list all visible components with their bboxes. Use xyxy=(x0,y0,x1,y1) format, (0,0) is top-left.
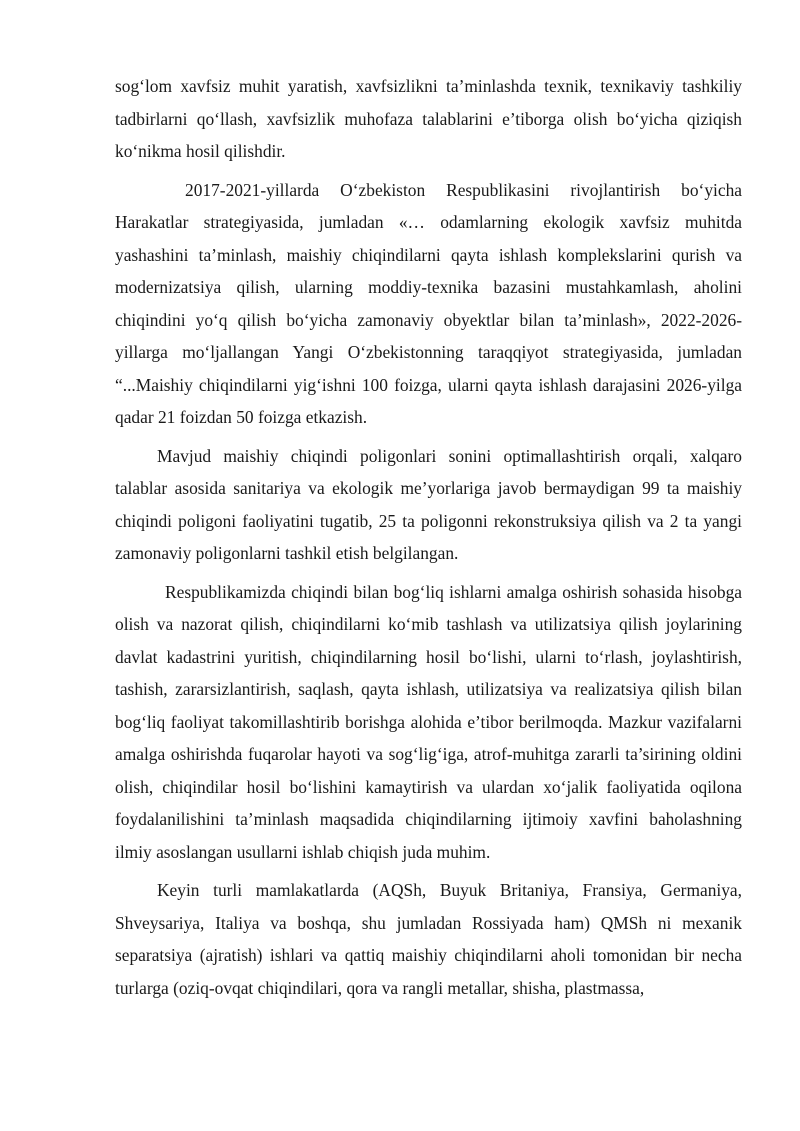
document-page xyxy=(115,70,742,1010)
paragraph-foreign-experience: Keyin turli mamlakatlarda (AQSh, Buyuk Britaniya, Fransiya, Germaniya, Shveysariya, Italiya va boshqa, shu jumladan Rossiyada ham) QMSh ni mexanik separatsiya (ajratish) ishlari va qattiq maishiy chiqindilarni aholi tomonidan bir necha turlarga (oziq-ovqat chiqindilari, qora va rangli metallar, shisha, plastmassa, xyxy=(115,880,742,998)
paragraph-continuation: sog‘lom xavfsiz muhit yaratish, xavfsizlikni ta’minlashda texnik, texnikaviy tashkiliy tadbirlarni qo‘llash, xavfsizlik muhofaza talablarini e’tiborga olish bo‘yicha qiziqish ko‘nikma hosil qilishdir. xyxy=(115,76,742,161)
paragraph-strategy: 2017-2021-yillarda O‘zbekiston Respublikasini rivojlantirish bo‘yicha Harakatlar strategiyasida, jumladan «… odamlarning ekologik xavfsiz muhitda yashashini ta’minlash, maishiy chiqindilarni qayta ishlash komplekslarini qurish va modernizatsiya qilish, ularning moddiy-texnika bazasini mustahkamlash, aholini chiqindini yo‘q qilish bo‘yicha zamonaviy obyektlar bilan ta’minlash», 2022-2026-yillarga mo‘ljallangan Yangi O‘zbekistonning taraqqiyot strategiyasida, jumladan “...Maishiy chiqindilarni yig‘ishni 100 foizga, ularni qayta ishlash darajasini 2026-yilga qadar 21 foizdan 50 foizga etkazish. xyxy=(115,179,742,427)
paragraph-waste-management: Respublikamizda chiqindi bilan bog‘liq ishlarni amalga oshirish sohasida hisobga olish va nazorat qilish, chiqindilarni ko‘mib tashlash va utilizatsiya qilish joylarining davlat kadastrini yuritish, chiqindilarning hosil bo‘lishi, ularni to‘rlash, joylashtirish, tashish, zararsizlantirish, saqlash, qayta ishlash, utilizatsiya va realizatsiya qilish bilan bog‘liq faoliyat takomillashtirib borishga alohida e’tibor berilmoqda. Mazkur vazifalarni amalga oshirishda fuqarolar hayoti va sog‘lig‘iga, atrof-muhitga zararli ta’sirining oldini olish, chiqindilar hosil bo‘lishini kamaytirish va ulardan xo‘jalik faoliyatida oqilona foydalanilishini ta’minlash maqsadida chiqindilarning ijtimoiy xavfini baholashning ilmiy asoslangan usullarni ishlab chiqish juda muhim. xyxy=(115,581,742,862)
paragraph-landfills: Mavjud maishiy chiqindi poligonlari sonini optimallashtirish orqali, xalqaro talablar asosida sanitariya va ekologik me’yorlariga javob bermaydigan 99 ta maishiy chiqindi poligoni faoliyatini tugatib, 25 ta poligonni rekonstruksiya qilish va 2 ta yangi zamonaviy poligonlarni tashkil etish belgilangan. xyxy=(115,445,742,563)
